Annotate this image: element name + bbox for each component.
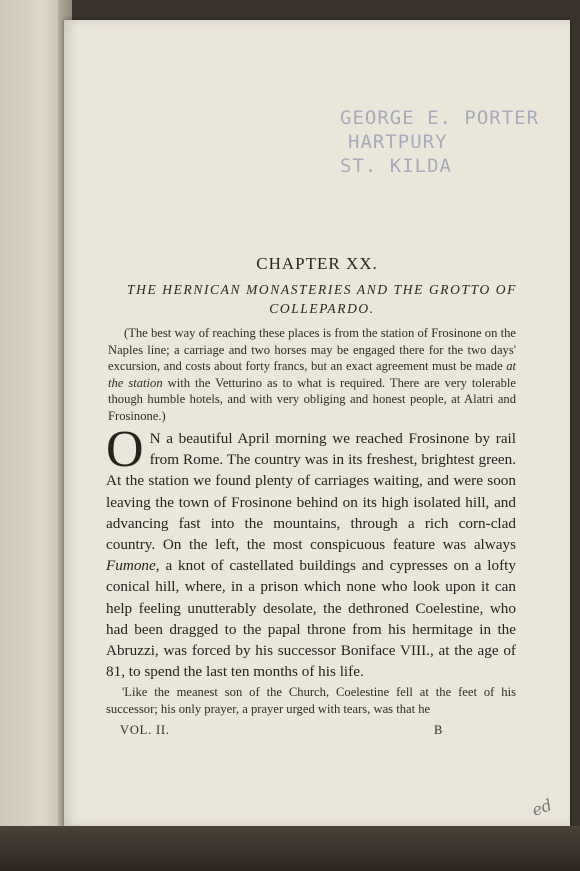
body-text-end: , a knot of castellated buildings and cypresses on a lofty conical hill, where, in a prison which none who look upon it can help feeling unutterably desolate, the dethroned Coelestine, who had been dragged to the papal throne from his hermitage in the Abruzzi, was forced by his successor Boniface VIII., at the age of 81, to spend the last ten months of his life. [106,557,516,681]
body-paragraph [106,421,516,682]
gathering-mark: B [434,723,443,737]
table-surface [0,826,580,871]
travel-note [108,325,516,425]
owner-stamp [340,106,540,178]
chapter-title: THE HERNICAN MONASTERIES AND THE GROTTO OF COLLEPARDO. [127,282,517,316]
pencil-annotation: ed [529,795,555,820]
footnote: 'Like the meanest son of the Church, Coelestine fell at the feet of his successor; his only prayer, a prayer urged with tears, was that he [106,685,516,716]
stamp-line-name: GEORGE E. PORTER [340,107,540,129]
stamp-line-suburb: ST. KILDA [340,155,452,177]
note-italic: at the station [108,359,516,390]
body-italic: Fumone [106,557,156,575]
stamp-line-house: HARTPURY [348,131,448,153]
chapter-heading: CHAPTER XX. [256,254,378,273]
volume-signature: VOL. II. [120,723,170,737]
drop-cap: O [106,421,144,478]
body-text-start: N a beautiful April morning we reached Frosinone by rail from Rome. The country was in its freshest, brightest green. At the station we found plenty of carriages waiting, and were soon leaving the town of Frosinone behind on its high isolated hill, and advancing fast into the mountains, through a rich corn-clad country. On the left, the most conspicuous feature was always [106,430,516,554]
book-page [64,20,570,826]
note-text-start: (The best way of reaching these places is from the station of Frosinone on the Naples line; a carriage and two horses may be engaged there for the two days' excursion, and costs about forty francs, but an exact agreement must be made [108,326,516,374]
note-text-end: with the Vetturino as to what is required. There are very tolerable though humble hotels, and with very obliging and honest people, at Alatri and Frosinone.) [108,375,516,423]
